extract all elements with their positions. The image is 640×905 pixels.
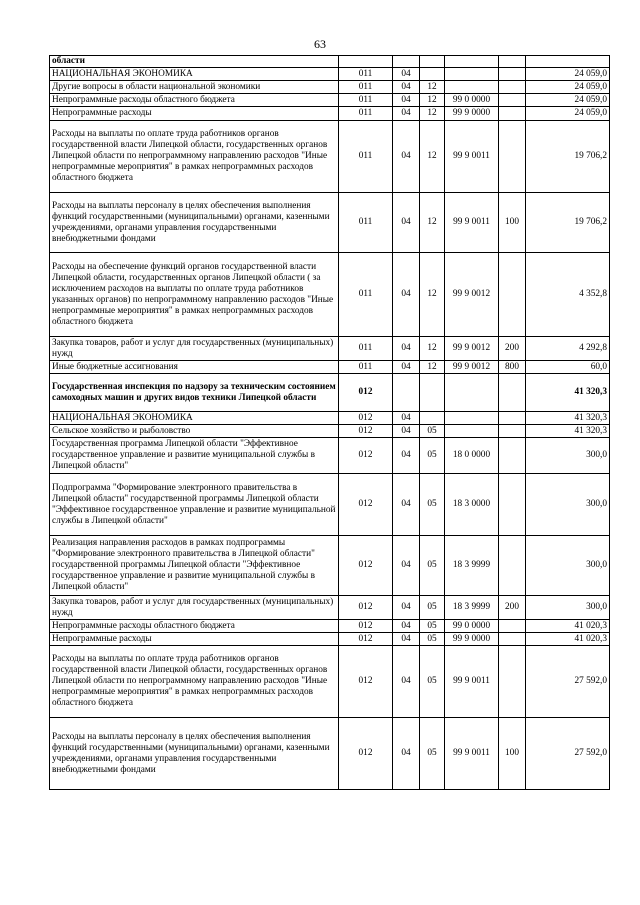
budget-table bbox=[49, 55, 610, 790]
row-ministry-code: 012 bbox=[339, 425, 393, 438]
row-name: Государственная инспекция по надзору за техническим состоянием самоходных машин и других видов техники Липецкой области bbox=[50, 374, 339, 412]
table-row bbox=[50, 633, 610, 646]
row-amount: 24 059,0 bbox=[526, 81, 610, 94]
table-row bbox=[50, 646, 610, 718]
row-ministry-code bbox=[339, 56, 393, 68]
table-row bbox=[50, 253, 610, 337]
row-amount: 41 320,3 bbox=[526, 412, 610, 425]
row-ministry-code: 012 bbox=[339, 412, 393, 425]
row-target-code: 99 9 0011 bbox=[445, 718, 499, 790]
row-subsection-code bbox=[420, 56, 445, 68]
row-section-code: 04 bbox=[393, 253, 420, 337]
table-row bbox=[50, 193, 610, 253]
row-section-code: 04 bbox=[393, 596, 420, 620]
row-subsection-code: 12 bbox=[420, 361, 445, 374]
table-row bbox=[50, 536, 610, 596]
row-amount: 41 320,3 bbox=[526, 425, 610, 438]
row-name: Непрограммные расходы bbox=[50, 633, 339, 646]
row-subsection-code: 05 bbox=[420, 425, 445, 438]
row-subsection-code: 12 bbox=[420, 337, 445, 361]
row-section-code: 04 bbox=[393, 536, 420, 596]
row-target-code: 99 9 0011 bbox=[445, 193, 499, 253]
row-target-code: 18 0 0000 bbox=[445, 438, 499, 474]
row-subsection-code: 05 bbox=[420, 474, 445, 536]
row-name: Расходы на обеспечение функций органов государственной власти Липецкой области, государственных органов Липецкой области ( за исключением расходов на выплаты по оплате труда работников указанных органов) по непрограммному направлению расходов "Иные непрограммные мероприятия" в рамках непрограммных расходов областного бюджета bbox=[50, 253, 339, 337]
row-section-code: 04 bbox=[393, 646, 420, 718]
row-amount: 41 320,3 bbox=[526, 374, 610, 412]
table-row bbox=[50, 438, 610, 474]
row-target-code: 99 9 0000 bbox=[445, 633, 499, 646]
row-ministry-code: 012 bbox=[339, 596, 393, 620]
row-amount: 24 059,0 bbox=[526, 68, 610, 81]
row-expense-type-code bbox=[499, 374, 526, 412]
row-section-code: 04 bbox=[393, 633, 420, 646]
row-target-code: 18 3 9999 bbox=[445, 596, 499, 620]
row-amount: 27 592,0 bbox=[526, 646, 610, 718]
row-subsection-code: 05 bbox=[420, 633, 445, 646]
row-expense-type-code bbox=[499, 253, 526, 337]
row-expense-type-code: 200 bbox=[499, 596, 526, 620]
row-subsection-code: 12 bbox=[420, 253, 445, 337]
row-expense-type-code bbox=[499, 94, 526, 107]
row-ministry-code: 011 bbox=[339, 94, 393, 107]
row-target-code: 99 9 0011 bbox=[445, 121, 499, 193]
row-amount: 300,0 bbox=[526, 536, 610, 596]
row-ministry-code: 011 bbox=[339, 337, 393, 361]
row-expense-type-code: 100 bbox=[499, 193, 526, 253]
row-ministry-code: 011 bbox=[339, 253, 393, 337]
row-target-code: 99 0 0000 bbox=[445, 94, 499, 107]
row-name: области bbox=[50, 56, 339, 68]
table-row bbox=[50, 56, 610, 68]
row-subsection-code: 12 bbox=[420, 121, 445, 193]
table-row bbox=[50, 620, 610, 633]
row-subsection-code: 05 bbox=[420, 620, 445, 633]
row-name: Закупка товаров, работ и услуг для государственных (муниципальных) нужд bbox=[50, 596, 339, 620]
row-target-code: 18 3 0000 bbox=[445, 474, 499, 536]
row-target-code: 99 9 0012 bbox=[445, 337, 499, 361]
row-expense-type-code bbox=[499, 412, 526, 425]
row-ministry-code: 011 bbox=[339, 193, 393, 253]
row-target-code: 99 9 0000 bbox=[445, 107, 499, 121]
row-expense-type-code bbox=[499, 474, 526, 536]
table-row bbox=[50, 425, 610, 438]
row-ministry-code: 011 bbox=[339, 361, 393, 374]
row-section-code bbox=[393, 374, 420, 412]
row-target-code bbox=[445, 81, 499, 94]
table-row bbox=[50, 337, 610, 361]
row-ministry-code: 012 bbox=[339, 718, 393, 790]
row-expense-type-code: 200 bbox=[499, 337, 526, 361]
row-amount: 24 059,0 bbox=[526, 107, 610, 121]
row-name: Другие вопросы в области национальной экономики bbox=[50, 81, 339, 94]
row-subsection-code: 12 bbox=[420, 81, 445, 94]
table-row bbox=[50, 718, 610, 790]
row-ministry-code: 012 bbox=[339, 438, 393, 474]
row-name: Расходы на выплаты по оплате труда работников органов государственной власти Липецкой области, государственных органов Липецкой области по непрограммному направлению расходов "Иные непрограммные мероприятия" в рамках непрограммных расходов областного бюджета bbox=[50, 646, 339, 718]
table-row bbox=[50, 596, 610, 620]
table-row bbox=[50, 81, 610, 94]
table-row bbox=[50, 94, 610, 107]
row-amount: 41 020,3 bbox=[526, 633, 610, 646]
row-expense-type-code bbox=[499, 81, 526, 94]
table-row bbox=[50, 107, 610, 121]
row-section-code: 04 bbox=[393, 121, 420, 193]
row-subsection-code bbox=[420, 374, 445, 412]
row-amount: 300,0 bbox=[526, 474, 610, 536]
row-section-code: 04 bbox=[393, 193, 420, 253]
row-name: Закупка товаров, работ и услуг для государственных (муниципальных) нужд bbox=[50, 337, 339, 361]
row-amount: 300,0 bbox=[526, 438, 610, 474]
row-section-code: 04 bbox=[393, 412, 420, 425]
row-expense-type-code bbox=[499, 633, 526, 646]
row-subsection-code: 05 bbox=[420, 718, 445, 790]
row-subsection-code: 12 bbox=[420, 193, 445, 253]
row-subsection-code: 12 bbox=[420, 107, 445, 121]
row-name: Непрограммные расходы областного бюджета bbox=[50, 94, 339, 107]
row-target-code bbox=[445, 56, 499, 68]
table-row bbox=[50, 474, 610, 536]
row-name: Иные бюджетные ассигнования bbox=[50, 361, 339, 374]
row-name: НАЦИОНАЛЬНАЯ ЭКОНОМИКА bbox=[50, 412, 339, 425]
row-ministry-code: 011 bbox=[339, 81, 393, 94]
row-amount: 19 706,2 bbox=[526, 193, 610, 253]
row-name: Расходы на выплаты по оплате труда работников органов государственной власти Липецкой области, государственных органов Липецкой области по непрограммному направлению расходов "Иные непрограммные мероприятия" в рамках непрограммных расходов областного бюджета bbox=[50, 121, 339, 193]
row-ministry-code: 011 bbox=[339, 107, 393, 121]
row-subsection-code bbox=[420, 412, 445, 425]
row-target-code: 18 3 9999 bbox=[445, 536, 499, 596]
row-expense-type-code bbox=[499, 536, 526, 596]
row-name: Непрограммные расходы областного бюджета bbox=[50, 620, 339, 633]
row-section-code: 04 bbox=[393, 107, 420, 121]
row-amount: 60,0 bbox=[526, 361, 610, 374]
row-expense-type-code bbox=[499, 121, 526, 193]
row-amount bbox=[526, 56, 610, 68]
row-name: Сельское хозяйство и рыболовство bbox=[50, 425, 339, 438]
row-subsection-code: 05 bbox=[420, 646, 445, 718]
table-row bbox=[50, 412, 610, 425]
row-section-code: 04 bbox=[393, 620, 420, 633]
row-expense-type-code bbox=[499, 56, 526, 68]
row-expense-type-code bbox=[499, 438, 526, 474]
row-amount: 41 020,3 bbox=[526, 620, 610, 633]
row-subsection-code: 05 bbox=[420, 596, 445, 620]
row-section-code: 04 bbox=[393, 438, 420, 474]
row-target-code: 99 9 0012 bbox=[445, 361, 499, 374]
row-name: Расходы на выплаты персоналу в целях обеспечения выполнения функций государственными (муниципальными) органами, казенными учреждениями, органами управления государственными внебюджетными фондами bbox=[50, 193, 339, 253]
row-section-code bbox=[393, 56, 420, 68]
row-amount: 27 592,0 bbox=[526, 718, 610, 790]
row-expense-type-code bbox=[499, 646, 526, 718]
table-row bbox=[50, 361, 610, 374]
row-section-code: 04 bbox=[393, 425, 420, 438]
row-amount: 24 059,0 bbox=[526, 94, 610, 107]
row-section-code: 04 bbox=[393, 94, 420, 107]
row-section-code: 04 bbox=[393, 337, 420, 361]
row-name: Непрограммные расходы bbox=[50, 107, 339, 121]
row-section-code: 04 bbox=[393, 718, 420, 790]
row-subsection-code bbox=[420, 68, 445, 81]
row-ministry-code: 012 bbox=[339, 620, 393, 633]
row-name: НАЦИОНАЛЬНАЯ ЭКОНОМИКА bbox=[50, 68, 339, 81]
page-number: 63 bbox=[314, 37, 326, 51]
row-name: Расходы на выплаты персоналу в целях обеспечения выполнения функций государственными (муниципальными) органами, казенными учреждениями, органами управления государственными внебюджетными фондами bbox=[50, 718, 339, 790]
row-ministry-code: 011 bbox=[339, 121, 393, 193]
row-target-code bbox=[445, 374, 499, 412]
row-subsection-code: 05 bbox=[420, 438, 445, 474]
row-amount: 4 352,8 bbox=[526, 253, 610, 337]
row-name: Государственная программа Липецкой области "Эффективное государственное управление и развитие муниципальной службы в Липецкой области" bbox=[50, 438, 339, 474]
row-expense-type-code: 100 bbox=[499, 718, 526, 790]
row-target-code: 99 0 0000 bbox=[445, 620, 499, 633]
row-target-code bbox=[445, 412, 499, 425]
row-expense-type-code: 800 bbox=[499, 361, 526, 374]
row-target-code: 99 9 0012 bbox=[445, 253, 499, 337]
row-subsection-code: 05 bbox=[420, 536, 445, 596]
row-target-code bbox=[445, 68, 499, 81]
row-target-code: 99 9 0011 bbox=[445, 646, 499, 718]
row-expense-type-code bbox=[499, 107, 526, 121]
row-amount: 300,0 bbox=[526, 596, 610, 620]
table-row bbox=[50, 121, 610, 193]
table-row bbox=[50, 68, 610, 81]
row-section-code: 04 bbox=[393, 361, 420, 374]
row-subsection-code: 12 bbox=[420, 94, 445, 107]
table-row bbox=[50, 374, 610, 412]
row-target-code bbox=[445, 425, 499, 438]
row-name: Реализация направления расходов в рамках подпрограммы "Формирование электронного правительства в Липецкой области" государственной программы Липецкой области "Эффективное государственное управление и развитие муниципальной службы в Липецкой области" bbox=[50, 536, 339, 596]
row-ministry-code: 012 bbox=[339, 374, 393, 412]
row-expense-type-code bbox=[499, 620, 526, 633]
row-section-code: 04 bbox=[393, 81, 420, 94]
row-amount: 19 706,2 bbox=[526, 121, 610, 193]
row-amount: 4 292,8 bbox=[526, 337, 610, 361]
row-ministry-code: 012 bbox=[339, 536, 393, 596]
row-section-code: 04 bbox=[393, 474, 420, 536]
row-section-code: 04 bbox=[393, 68, 420, 81]
row-ministry-code: 012 bbox=[339, 474, 393, 536]
row-ministry-code: 012 bbox=[339, 633, 393, 646]
row-ministry-code: 012 bbox=[339, 646, 393, 718]
row-ministry-code: 011 bbox=[339, 68, 393, 81]
row-expense-type-code bbox=[499, 425, 526, 438]
row-name: Подпрограмма "Формирование электронного правительства в Липецкой области" государственной программы Липецкой области "Эффективное государственное управление и развитие муниципальной службы в Липецкой области" bbox=[50, 474, 339, 536]
row-expense-type-code bbox=[499, 68, 526, 81]
